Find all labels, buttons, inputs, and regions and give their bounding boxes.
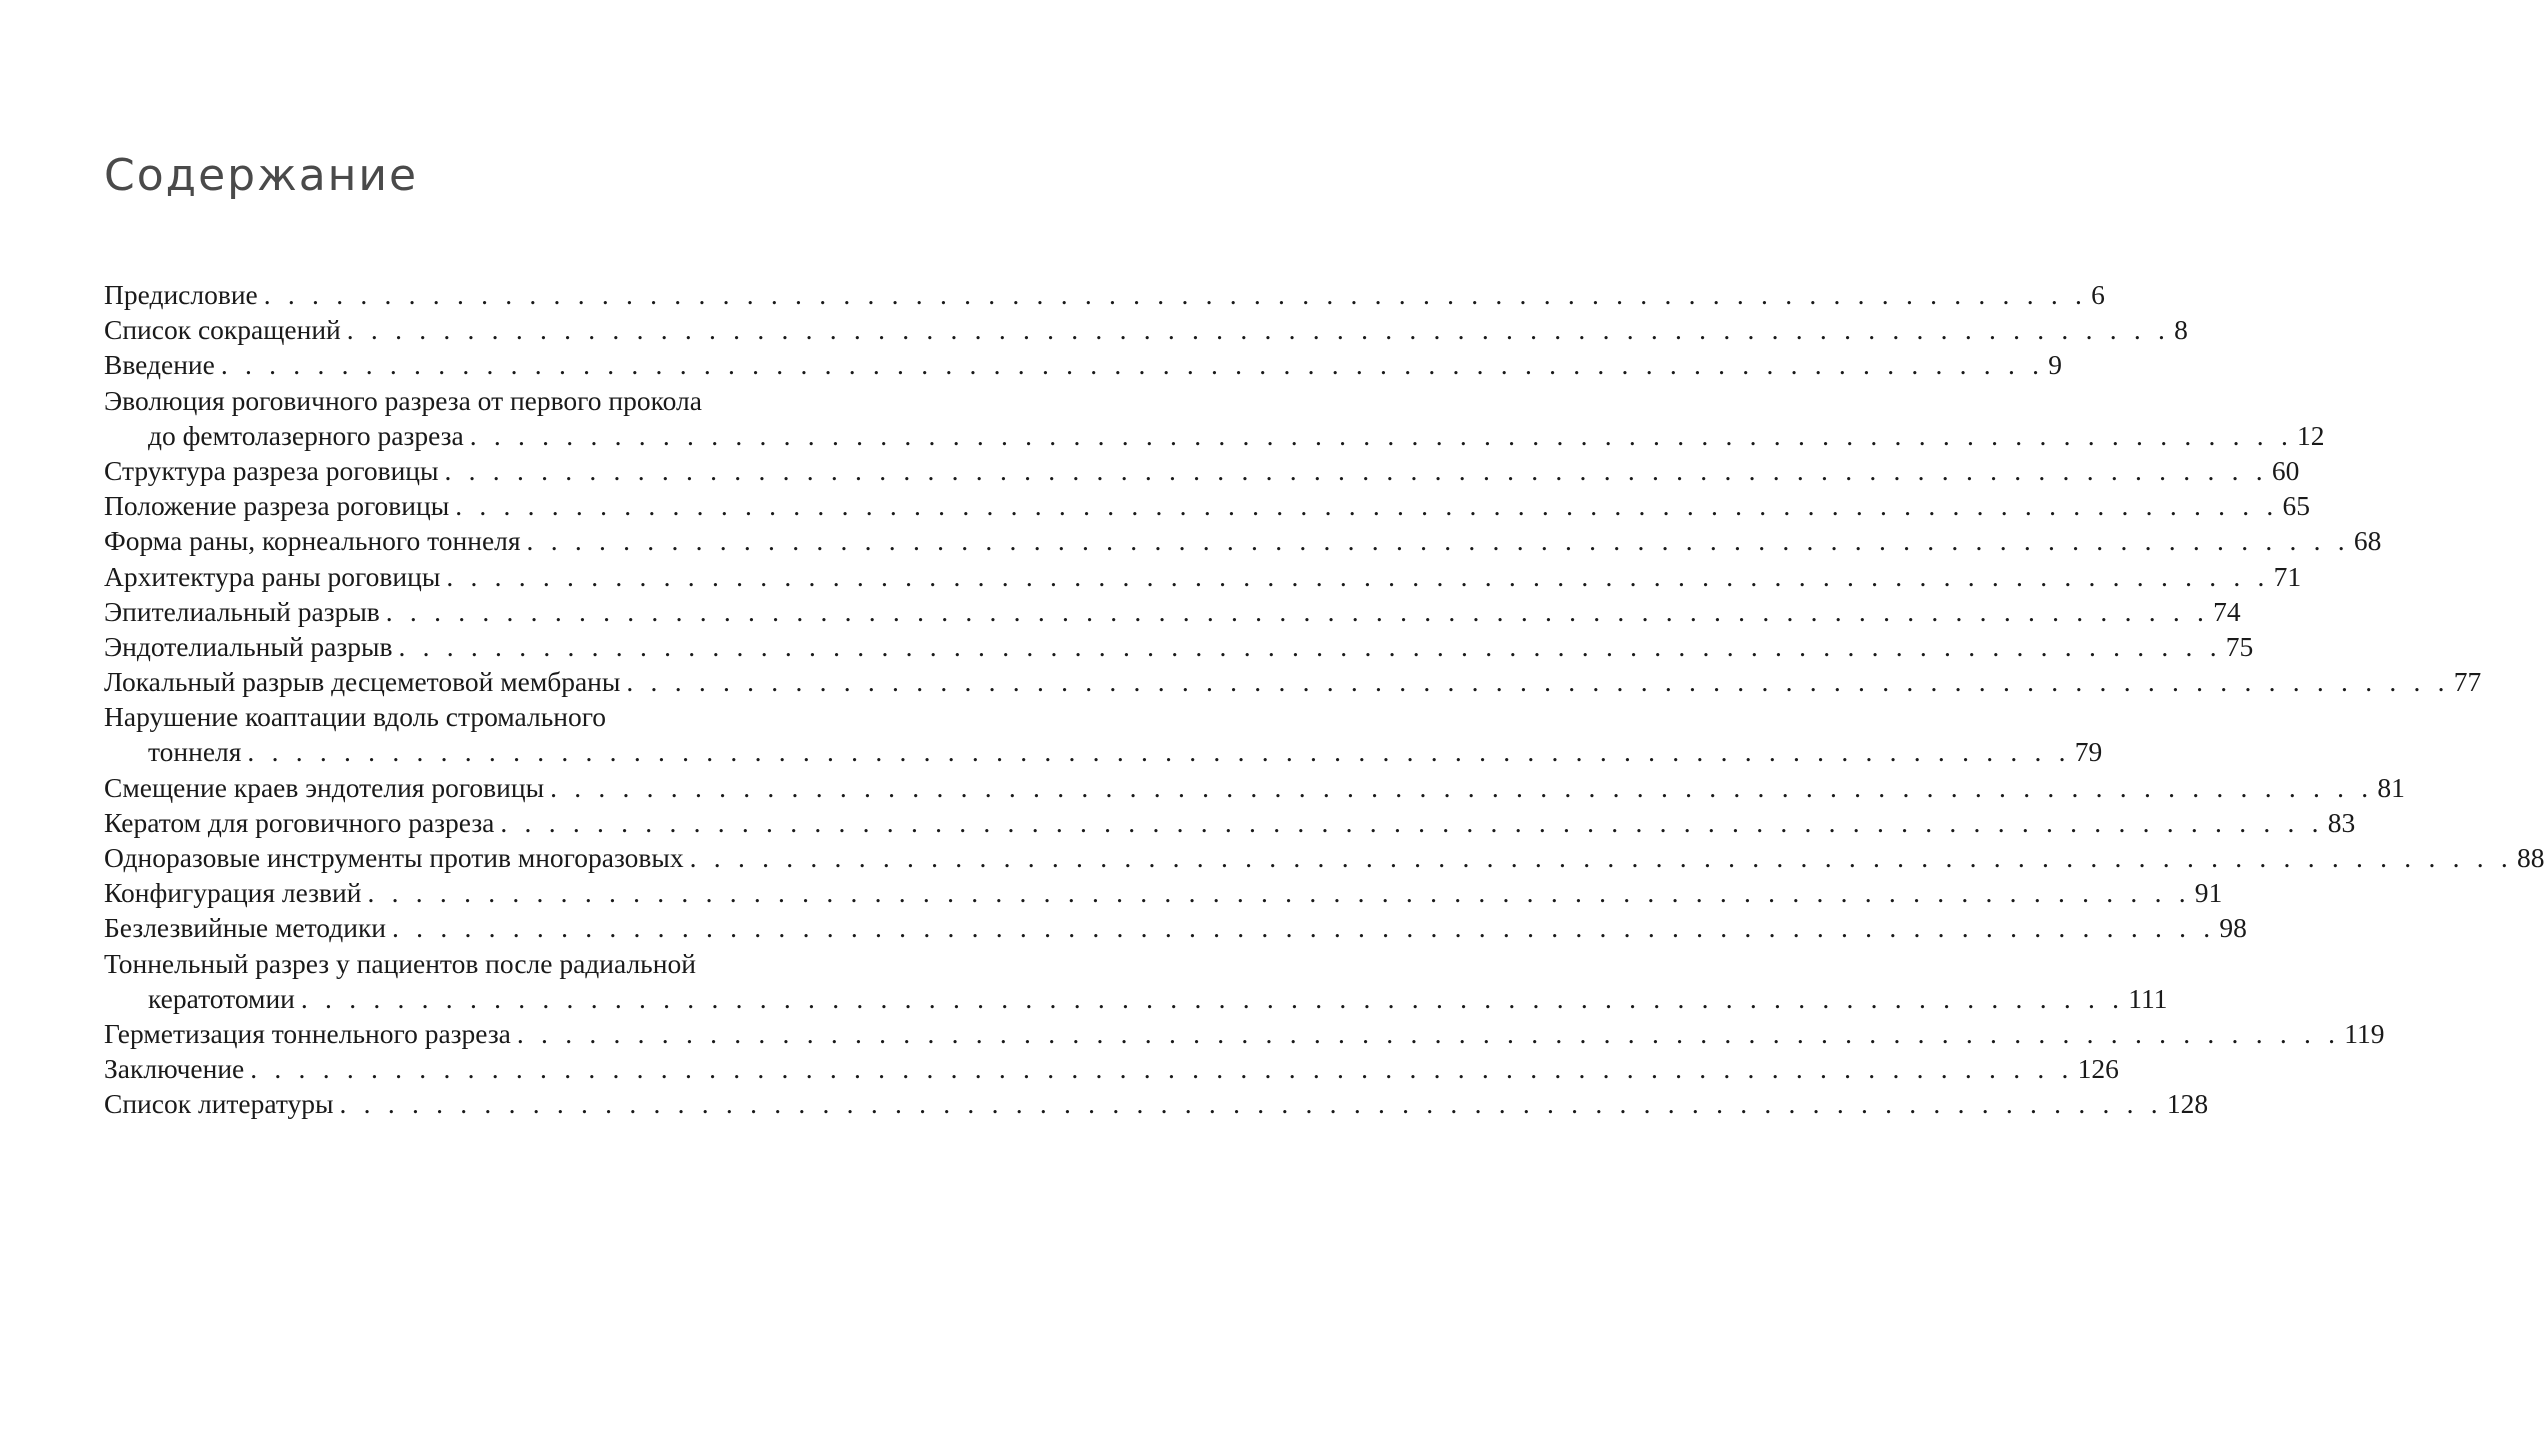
dot-leader: . . . . . . . . . . . . . . . . . . . . . . . . . . . . . . . . . . . . . . . . . . . . . . . . . . . . . . . . . . . . . . . . . . . . . . . . . . . . (398, 630, 2222, 662)
toc-page-number: 83 (2327, 806, 2356, 838)
toc-entry-line (104, 312, 2188, 347)
toc-entry[interactable] (104, 946, 2168, 1016)
toc-entry-line (104, 875, 2223, 910)
toc-page-number: 12 (2297, 419, 2325, 451)
toc-entry-title: Предисловие (104, 279, 258, 310)
toc-page-number: 119 (2344, 1017, 2385, 1049)
toc-entry-title: тоннеля (148, 736, 242, 768)
toc-entry-line (104, 840, 2544, 875)
toc-entry-line (104, 910, 2247, 945)
toc-entry-line (104, 664, 2482, 699)
toc-entry[interactable] (104, 699, 2103, 769)
dot-leader: . . . . . . . . . . . . . . . . . . . . . . . . . . . . . . . . . . . . . . . . . . . . . . . . . . . . . . . . . . . . . . . . . . . . . . . . . . . . (446, 560, 2270, 592)
toc-entry[interactable] (104, 1016, 2385, 1051)
toc-entry[interactable] (104, 488, 2311, 523)
toc-entry-title: Кератом для роговичного разреза (104, 806, 495, 838)
toc-entry-line (104, 453, 2300, 488)
toc-entry[interactable] (104, 664, 2482, 699)
dot-leader: . . . . . . . . . . . . . . . . . . . . . . . . . . . . . . . . . . . . . . . . . . . . . . . . . . . . . . . . . . . . . . . . . . . . . . . . . . . . (469, 419, 2294, 451)
toc-entry-title: до фемтолазерного разреза (148, 419, 464, 451)
toc-entry[interactable] (104, 910, 2247, 945)
toc-entry[interactable] (104, 383, 2325, 453)
toc-page-number: 91 (2194, 877, 2223, 909)
dot-leader: . . . . . . . . . . . . . . . . . . . . . . . . . . . . . . . . . . . . . . . . . . . . . . . . . . . . . . . . . . . . . . . . . . . . . . . . . . . . (516, 1017, 2341, 1049)
dot-leader: . . . . . . . . . . . . . . . . . . . . . . . . . . . . . . . . . . . . . . . . . . . . . . . . . . . . . . . . . . . . . . . . . . . . . . . . . . . . (500, 806, 2324, 838)
toc-entry[interactable] (104, 312, 2188, 347)
dot-leader: . . . . . . . . . . . . . . . . . . . . . . . . . . . . . . . . . . . . . . . . . . . . . . . . . . . . . . . . . . . . . . . . . . . . . . . . . . . . (263, 279, 2088, 310)
toc-entry-title: Смещение краев эндотелия роговицы (104, 771, 545, 803)
toc-entry-title: Тоннельный разрез у пациентов после радиальной (104, 947, 696, 979)
toc-entry-title: Форма раны, корнеального тоннеля (104, 525, 521, 557)
toc-page-number: 9 (2048, 349, 2062, 381)
toc-entry-title: Список литературы (104, 1088, 334, 1120)
toc-entry[interactable] (104, 875, 2223, 910)
dot-leader: . . . . . . . . . . . . . . . . . . . . . . . . . . . . . . . . . . . . . . . . . . . . . . . . . . . . . . . . . . . . . . . . . . . . . . . . . . . . (367, 877, 2191, 909)
toc-entry[interactable] (104, 594, 2241, 629)
dot-leader: . . . . . . . . . . . . . . . . . . . . . . . . . . . . . . . . . . . . . . . . . . . . . . . . . . . . . . . . . . . . . . . . . . . . . . . . . . . . (392, 912, 2216, 944)
toc-entry-line (104, 594, 2241, 629)
toc-entry-title: Список сокращений (104, 314, 341, 346)
toc-entry-title: Безлезвийные методики (104, 912, 387, 944)
toc-entry-title: кератотомии (148, 982, 295, 1014)
toc-entry-title: Конфигурация лезвий (104, 877, 362, 909)
toc-entry[interactable] (104, 770, 2405, 805)
toc-page-number: 126 (2077, 1053, 2119, 1085)
dot-leader: . . . . . . . . . . . . . . . . . . . . . . . . . . . . . . . . . . . . . . . . . . . . . . . . . . . . . . . . . . . . . . . . . . . . . . . . . . . . (444, 454, 2268, 486)
toc-entry-line (104, 1086, 2209, 1121)
toc-entry[interactable] (104, 523, 2382, 558)
toc-page-number: 88 (2516, 842, 2544, 873)
toc-entry-line (104, 488, 2311, 523)
toc-entry-line (104, 523, 2382, 558)
toc-page-number: 60 (2271, 454, 2300, 486)
toc-entry[interactable] (104, 347, 2062, 382)
toc-entry-title: Заключение (104, 1053, 245, 1085)
page-title: Содержание (104, 150, 419, 201)
toc-page-number: 81 (2377, 771, 2405, 803)
toc-page-number: 75 (2225, 630, 2254, 662)
toc-page-number: 6 (2091, 279, 2105, 310)
toc-entry[interactable] (104, 1086, 2209, 1121)
toc-page-number: 79 (2074, 736, 2103, 768)
toc-page-number: 128 (2166, 1088, 2209, 1120)
toc-entry-title: Эволюция роговичного разреза от первого прокола (104, 384, 702, 416)
toc-page-number: 74 (2213, 595, 2241, 627)
dot-leader: . . . . . . . . . . . . . . . . . . . . . . . . . . . . . . . . . . . . . . . . . . . . . . . . . . . . . . . . . . . . . . . . . . . . . . . . . . . . (385, 595, 2210, 627)
toc-page-number: 71 (2273, 560, 2302, 592)
toc-page-number: 8 (2174, 314, 2188, 346)
table-of-contents (104, 277, 2544, 1122)
toc-entry-title: Эндотелиальный разрыв (104, 630, 393, 662)
dot-leader: . . . . . . . . . . . . . . . . . . . . . . . . . . . . . . . . . . . . . . . . . . . . . . . . . . . . . . . . . . . . . . . . . . . . . . . . . . . . (247, 736, 2071, 768)
toc-entry-title: Герметизация тоннельного разреза (104, 1017, 511, 1049)
dot-leader: . . . . . . . . . . . . . . . . . . . . . . . . . . . . . . . . . . . . . . . . . . . . . . . . . . . . . . . . . . . . . . . . . . . . . . . . . . . . (455, 490, 2279, 522)
toc-entry[interactable] (104, 805, 2356, 840)
dot-leader: . . . . . . . . . . . . . . . . . . . . . . . . . . . . . . . . . . . . . . . . . . . . . . . . . . . . . . . . . . . . . . . . . . . . . . . . . . . . (689, 842, 2513, 873)
toc-entry-title: Нарушение коаптации вдоль стромального (104, 701, 607, 733)
toc-entry-line (104, 734, 2103, 769)
toc-entry[interactable] (104, 277, 2105, 312)
toc-entry-title: Одноразовые инструменты против многоразовых (104, 842, 684, 873)
toc-entry-line (104, 805, 2356, 840)
dot-leader: . . . . . . . . . . . . . . . . . . . . . . . . . . . . . . . . . . . . . . . . . . . . . . . . . . . . . . . . . . . . . . . . . . . . . . . . . . . . (339, 1088, 2163, 1120)
dot-leader: . . . . . . . . . . . . . . . . . . . . . . . . . . . . . . . . . . . . . . . . . . . . . . . . . . . . . . . . . . . . . . . . . . . . . . . . . . . . (526, 525, 2350, 557)
toc-page-number: 98 (2219, 912, 2247, 944)
toc-entry[interactable] (104, 1051, 2119, 1086)
toc-entry-title: Локальный разрыв десцеметовой мембраны (104, 666, 621, 698)
toc-entry-line (104, 559, 2302, 594)
toc-entry-title: Эпителиальный разрыв (104, 595, 380, 627)
toc-page-number: 111 (2128, 982, 2168, 1014)
toc-entry-line (104, 347, 2062, 382)
toc-entry-title: Архитектура раны роговицы (104, 560, 441, 592)
toc-entry[interactable] (104, 629, 2254, 664)
toc-entry-line (104, 1051, 2119, 1086)
toc-entry-line (104, 946, 884, 981)
toc-entry-line (104, 277, 2105, 312)
dot-leader: . . . . . . . . . . . . . . . . . . . . . . . . . . . . . . . . . . . . . . . . . . . . . . . . . . . . . . . . . . . . . . . . . . . . . . . . . . . . (626, 666, 2450, 698)
toc-entry-title: Положение разреза роговицы (104, 490, 450, 522)
toc-page-number: 65 (2282, 490, 2311, 522)
toc-entry-line (104, 418, 2325, 453)
toc-entry-line (104, 1016, 2385, 1051)
dot-leader: . . . . . . . . . . . . . . . . . . . . . . . . . . . . . . . . . . . . . . . . . . . . . . . . . . . . . . . . . . . . . . . . . . . . . . . . . . . . (550, 771, 2374, 803)
toc-entry-line (104, 699, 884, 734)
dot-leader: . . . . . . . . . . . . . . . . . . . . . . . . . . . . . . . . . . . . . . . . . . . . . . . . . . . . . . . . . . . . . . . . . . . . . . . . . . . . (300, 982, 2125, 1014)
dot-leader: . . . . . . . . . . . . . . . . . . . . . . . . . . . . . . . . . . . . . . . . . . . . . . . . . . . . . . . . . . . . . . . . . . . . . . . . . . . . (250, 1053, 2074, 1085)
toc-entry[interactable] (104, 840, 2544, 875)
toc-entry-line (104, 770, 2405, 805)
dot-leader: . . . . . . . . . . . . . . . . . . . . . . . . . . . . . . . . . . . . . . . . . . . . . . . . . . . . . . . . . . . . . . . . . . . . . . . . . . . . (346, 314, 2171, 346)
dot-leader: . . . . . . . . . . . . . . . . . . . . . . . . . . . . . . . . . . . . . . . . . . . . . . . . . . . . . . . . . . . . . . . . . . . . . . . . . . . . (220, 349, 2045, 381)
toc-entry[interactable] (104, 453, 2300, 488)
toc-entry[interactable] (104, 559, 2302, 594)
toc-entry-title: Структура разреза роговицы (104, 454, 439, 486)
toc-entry-line (104, 383, 884, 418)
toc-entry-line (104, 629, 2254, 664)
toc-entry-line (104, 981, 2168, 1016)
toc-page-number: 68 (2353, 525, 2382, 557)
toc-page-number: 77 (2453, 666, 2482, 698)
toc-entry-title: Введение (104, 349, 215, 381)
